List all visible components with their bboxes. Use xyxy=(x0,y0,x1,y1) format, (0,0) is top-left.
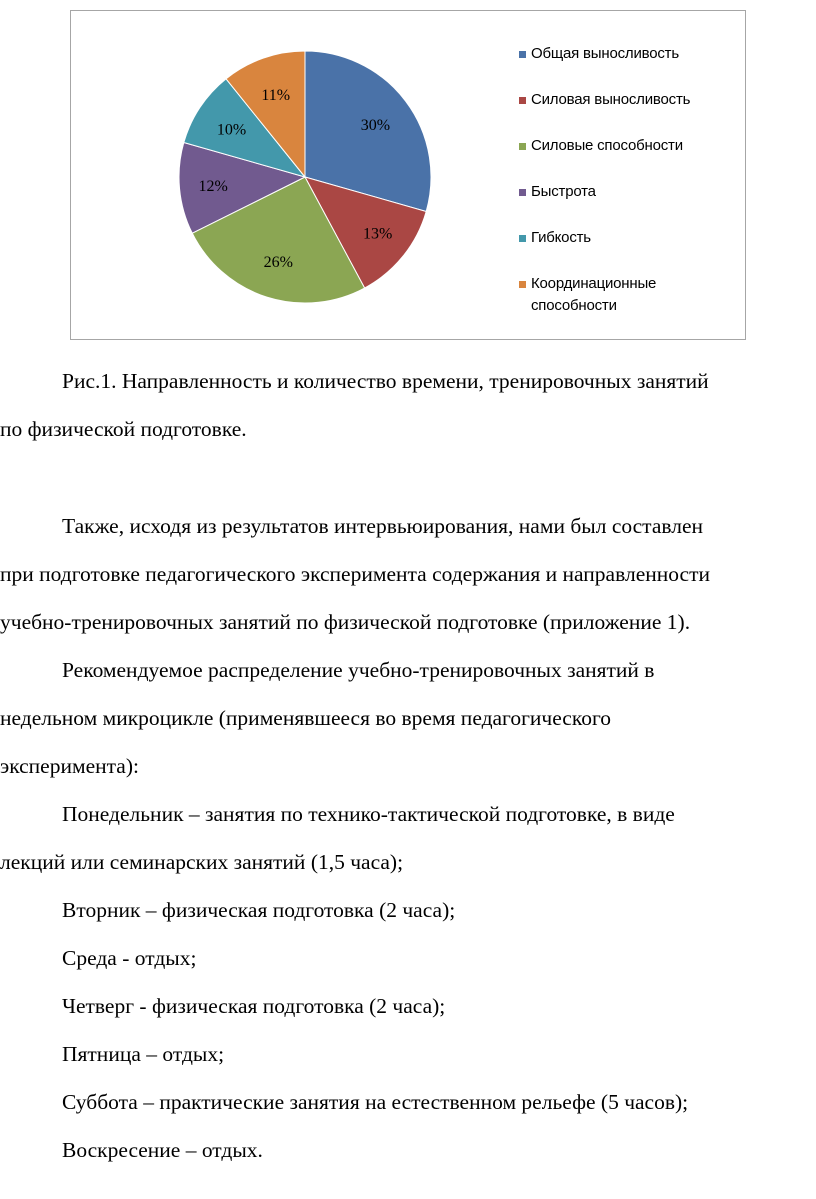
p1-line-2: при подготовке педагогического эксперимента содержания и направленности xyxy=(0,562,710,586)
legend-swatch-2 xyxy=(519,97,526,104)
legend-item-2 xyxy=(519,89,739,111)
p1-line-1: Также, исходя из результатов интервьюирования, нами был составлен xyxy=(62,514,704,538)
p2-line-3: эксперимента): xyxy=(0,754,139,778)
legend-swatch-4 xyxy=(519,189,526,196)
legend-item-5 xyxy=(519,227,739,249)
caption-line-1: Рис.1. Направленность и количество времени, тренировочных занятий xyxy=(62,369,709,393)
schedule-thursday: Четверг - физическая подготовка (2 часа); xyxy=(62,994,446,1018)
legend-swatch-1 xyxy=(519,51,526,58)
legend-swatch-3 xyxy=(519,143,526,150)
pie-slice-label-2: 13% xyxy=(363,225,393,243)
pie-slice-label-1: 30% xyxy=(360,116,391,134)
figure-caption xyxy=(0,357,814,453)
schedule-tuesday: Вторник – физическая подготовка (2 часа); xyxy=(62,898,456,922)
pie-slice-label-5: 10% xyxy=(216,121,247,139)
body-text xyxy=(0,502,816,1174)
schedule-wednesday: Среда - отдых; xyxy=(62,946,197,970)
pie-chart-frame xyxy=(70,10,746,340)
legend-label-5: Гибкость xyxy=(531,229,591,246)
legend-item-4 xyxy=(519,181,739,203)
p2-line-1: Рекомендуемое распределение учебно-тренировочных занятий в xyxy=(62,658,655,682)
legend-label-6-2: способности xyxy=(531,297,617,314)
legend-swatch-6 xyxy=(519,281,526,288)
legend-label-4: Быстрота xyxy=(531,183,596,200)
legend-item-6 xyxy=(519,273,739,317)
pie-slice-label-6: 11% xyxy=(261,86,291,104)
schedule-friday: Пятница – отдых; xyxy=(62,1042,225,1066)
p3-line-1: Понедельник – занятия по технико-тактической подготовке, в виде xyxy=(62,802,675,826)
caption-line-2: по физической подготовке. xyxy=(0,417,247,441)
pie-slice-label-4: 12% xyxy=(198,178,228,196)
schedule-sunday: Воскресение – отдых. xyxy=(62,1138,263,1162)
legend-label-1: Общая выносливость xyxy=(531,45,679,62)
legend-item-1 xyxy=(519,43,739,65)
legend-swatch-5 xyxy=(519,235,526,242)
p3-line-2: лекций или семинарских занятий (1,5 часа); xyxy=(0,850,404,874)
legend-item-3 xyxy=(519,135,739,157)
p1-line-3: учебно-тренировочных занятий по физической подготовке (приложение 1). xyxy=(0,610,691,634)
legend-label-3: Силовые способности xyxy=(531,137,683,154)
schedule-saturday: Суббота – практические занятия на естественном рельефе (5 часов); xyxy=(62,1090,689,1114)
p2-line-2: недельном микроцикле (применявшееся во время педагогического xyxy=(0,706,611,730)
legend-label-2: Силовая выносливость xyxy=(531,91,691,108)
pie-slice-label-3: 26% xyxy=(263,254,293,271)
legend-label-6-1: Координационные xyxy=(531,275,657,292)
